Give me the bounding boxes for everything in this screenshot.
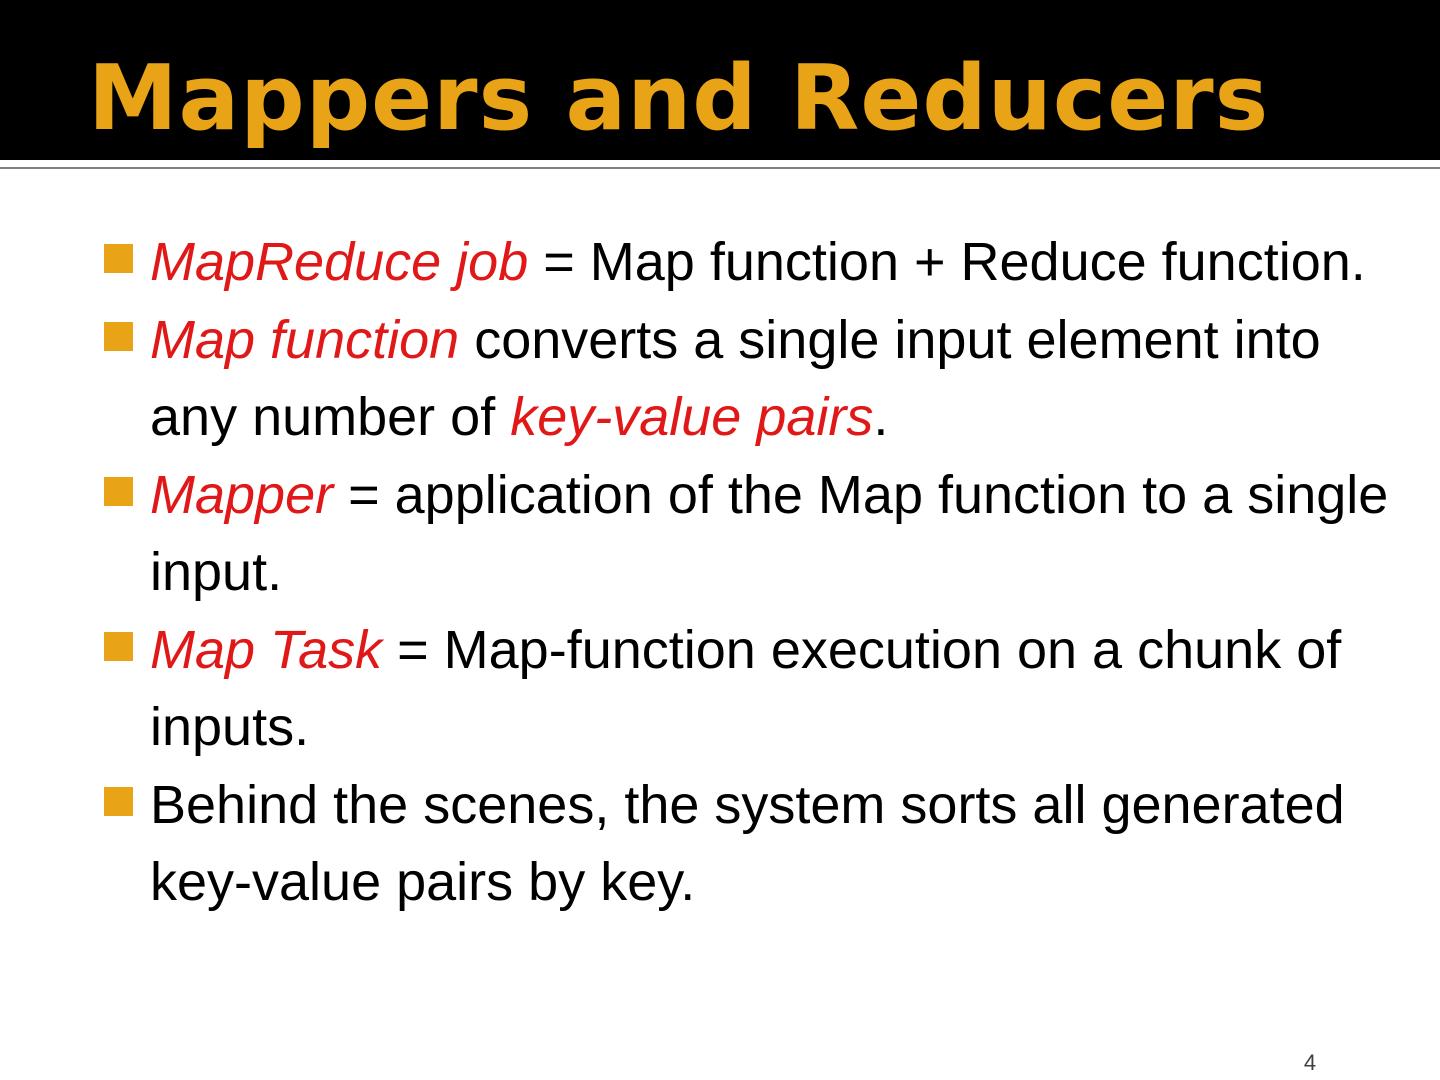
bullet-item-mapper — [104, 457, 1404, 612]
bullet-item-sorting — [104, 767, 1404, 922]
bullet-item-map-task — [104, 612, 1404, 767]
title-divider — [0, 167, 1440, 169]
bullet-term: Map Task — [150, 619, 383, 680]
bullet-text: Behind the scenes, the system sorts all generated key-value pairs by key. — [150, 774, 1345, 912]
page-number: 4 — [1303, 1050, 1317, 1075]
title-bar — [0, 0, 1440, 160]
bullet-text: = Map-function execution on a chunk of inputs. — [150, 619, 1342, 757]
bullet-text: = application of the Map function to a single input. — [150, 464, 1389, 602]
square-bullet-icon — [104, 244, 133, 273]
bullet-text: = Map function + Reduce function. — [528, 232, 1366, 292]
slide-title: Mappers and Reducers — [88, 46, 1270, 151]
square-bullet-icon — [104, 477, 133, 506]
square-bullet-icon — [104, 322, 133, 351]
square-bullet-icon — [104, 787, 133, 816]
bullet-term: MapReduce job — [150, 232, 529, 292]
bullet-text: converts a single input element into any number of — [150, 309, 1321, 447]
square-bullet-icon — [104, 632, 133, 661]
bullet-term: Map function — [150, 309, 460, 370]
bullet-term: Mapper — [150, 464, 334, 525]
bullet-list — [104, 224, 1404, 922]
bullet-text-end: . — [873, 387, 889, 447]
bullet-item-mapreduce-job — [104, 224, 1404, 302]
bullet-term-key-value-pairs: key-value pairs — [510, 387, 874, 447]
bullet-item-map-function — [104, 302, 1404, 457]
